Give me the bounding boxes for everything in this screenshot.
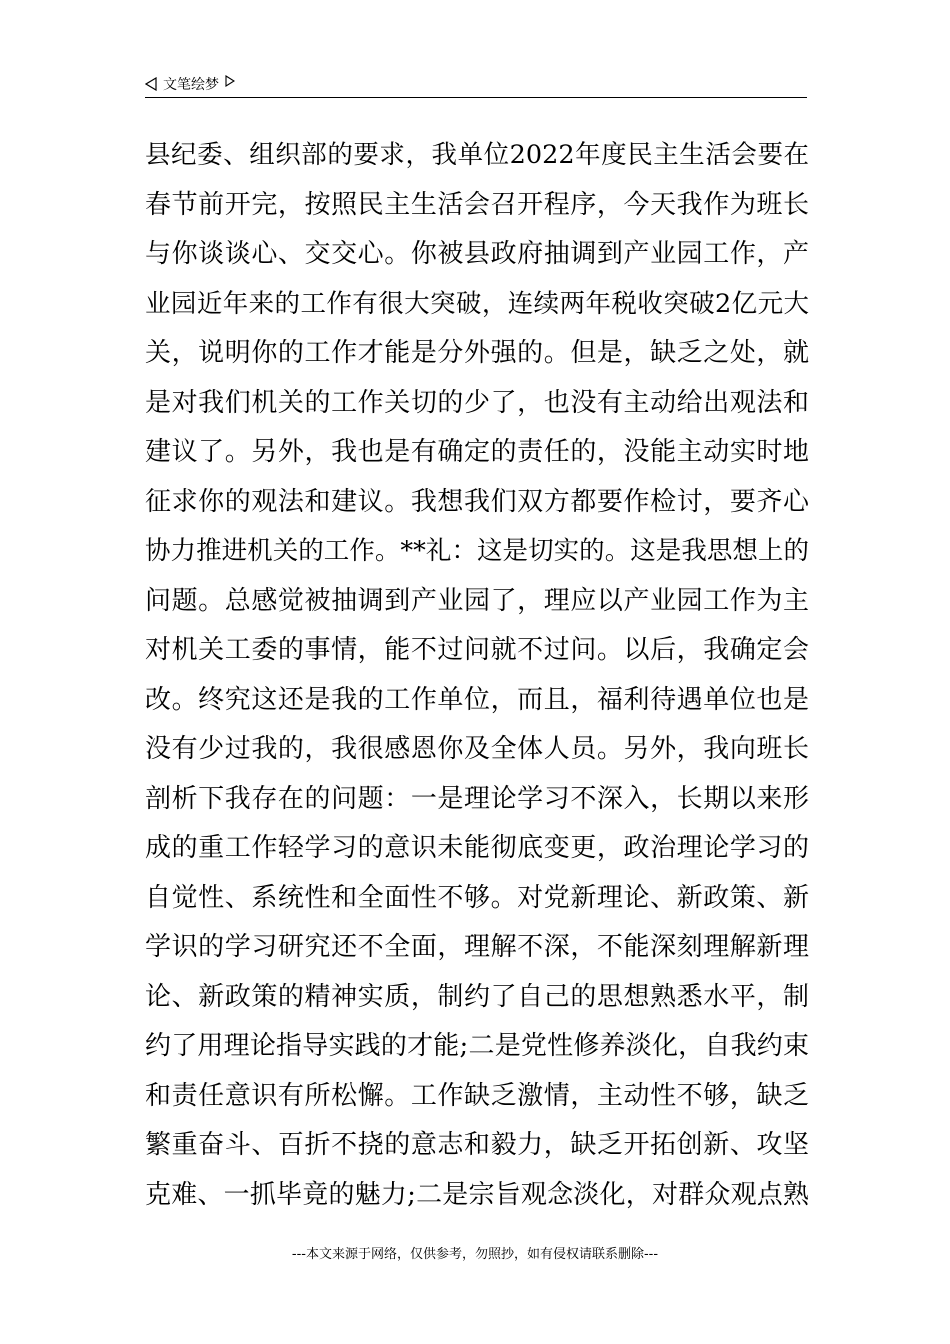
page-header bbox=[145, 72, 807, 98]
body-line: 改。终究这还是我的工作单位，而且，福利待遇单位也是 bbox=[145, 684, 809, 715]
document-body bbox=[145, 131, 809, 1220]
body-line: 对机关工委的事情，能不过问就不过问。以后，我确定会 bbox=[145, 635, 809, 665]
body-line: 问题。总感觉被抽调到产业园了，理应以产业园工作为主 bbox=[145, 585, 809, 616]
body-line: 是对我们机关的工作关切的少了，也没有主动给出观法和 bbox=[145, 387, 809, 418]
body-line: 关，说明你的工作才能是分外强的。但是，缺乏之处，就 bbox=[145, 338, 809, 368]
body-line: 克难、一抓毕竟的魅力;二是宗旨观念淡化，对群众观点熟 bbox=[145, 1179, 809, 1210]
body-line: 与你谈谈心、交交心。你被县政府抽调到产业园工作，产 bbox=[145, 239, 809, 269]
body-line: 论、新政策的精神实质，制约了自己的思想熟悉水平，制 bbox=[145, 981, 809, 1012]
body-line: 业园近年来的工作有很大突破，连续两年税收突破2亿元大 bbox=[145, 288, 809, 319]
body-line: 剖析下我存在的问题：一是理论学习不深入，长期以来形 bbox=[145, 783, 809, 814]
header-brand bbox=[145, 74, 235, 94]
footer-notice: ---本文来源于网络，仅供参考，勿照抄，如有侵权请联系删除--- bbox=[291, 1247, 659, 1262]
body-line: 春节前开完，按照民主生活会召开程序，今天我作为班长 bbox=[145, 189, 809, 220]
body-line: 建议了。另外，我也是有确定的责任的，没能主动实时地 bbox=[145, 437, 809, 467]
body-line: 成的重工作轻学习的意识未能彻底变更，政治理论学习的 bbox=[145, 833, 809, 863]
body-line: 约了用理论指导实践的才能;二是党性修养淡化，自我约束 bbox=[145, 1031, 809, 1061]
header-brand-text: 文笔绘梦 bbox=[163, 77, 219, 93]
body-line: 协力推进机关的工作。**礼：这是切实的。这是我思想上的 bbox=[145, 536, 809, 566]
body-line: 和责任意识有所松懈。工作缺乏激情，主动性不够，缺乏 bbox=[145, 1080, 809, 1111]
body-line: 征求你的观法和建议。我想我们双方都要作检讨，要齐心 bbox=[145, 486, 809, 517]
header-divider bbox=[145, 97, 807, 98]
body-line: 繁重奋斗、百折不挠的意志和毅力，缺乏开拓创新、攻坚 bbox=[145, 1130, 809, 1160]
body-line: 自觉性、系统性和全面性不够。对党新理论、新政策、新 bbox=[145, 882, 809, 913]
body-line: 学识的学习研究还不全面，理解不深，不能深刻理解新理 bbox=[145, 932, 809, 962]
triangle-left-icon bbox=[145, 77, 157, 91]
body-line: 县纪委、组织部的要求，我单位2022年度民主生活会要在 bbox=[145, 140, 809, 170]
body-line: 没有少过我的，我很感恩你及全体人员。另外，我向班长 bbox=[145, 734, 809, 764]
triangle-right-icon bbox=[225, 75, 235, 87]
